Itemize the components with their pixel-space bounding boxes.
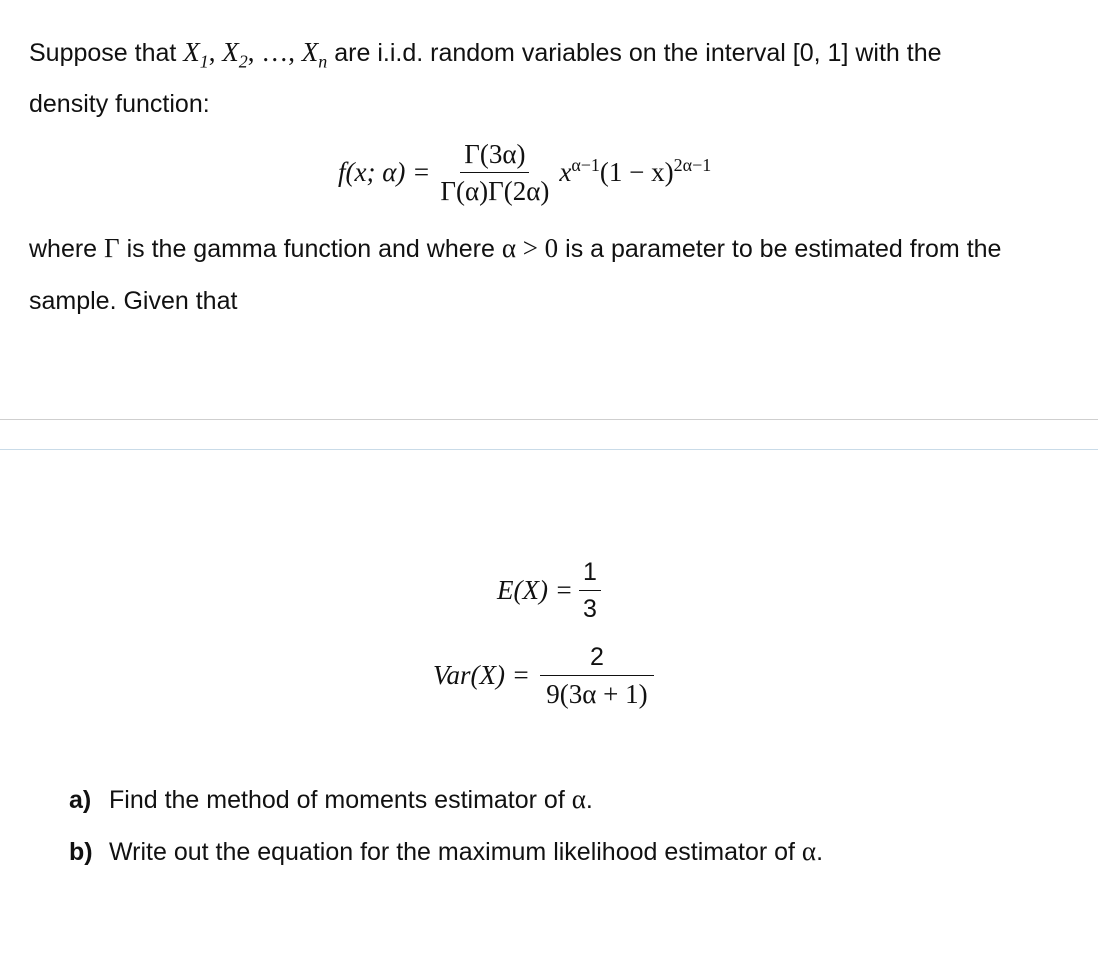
density-denominator: Γ(α)Γ(2α) — [440, 176, 550, 206]
density-middle: (1 − x) — [599, 157, 674, 187]
separator-top — [0, 419, 1098, 420]
intro-text-rest: are i.i.d. random variables on the interval [0, 1] with the — [327, 39, 942, 67]
var-x2: $X_2$ — [222, 37, 248, 72]
gamma-symbol: Γ — [104, 233, 120, 263]
expectation-denominator: 3 — [582, 595, 597, 623]
density-exponent-1: α−1 — [571, 155, 600, 175]
expectation-equation — [497, 556, 607, 625]
density-numerator: Γ(3α) — [460, 138, 529, 173]
variance-equation — [433, 641, 660, 710]
expectation-lhs: E(X) = — [497, 575, 573, 605]
density-exponent-2: 2α−1 — [673, 155, 712, 175]
where-line-2: sample. Given that — [29, 287, 238, 315]
question-a-label: a) — [69, 786, 92, 814]
var-xn: $X_n$ — [301, 37, 328, 72]
variance-fraction — [540, 641, 654, 710]
question-b: b) Write out the equation for the maximum likelihood estimator of α. — [69, 836, 824, 866]
var-x1: $X_1$ — [183, 37, 209, 72]
intro-line-1: Suppose that $X_1$, $X_2$, …, $X_n$ are i.i.d. random variables on the interval [0, 1] with the — [29, 37, 942, 72]
question-a-text: Find the method of moments estimator of — [109, 786, 572, 814]
intro-line-2: density function: — [29, 90, 210, 118]
where-line-1: where Γ is the gamma function and where α > 0 is a parameter to be estimated from the — [29, 233, 1002, 263]
intro-text-start: Suppose that — [29, 39, 184, 67]
density-rhs: $x^{\alpha-1}(1 - x)^{2\alpha-1}$ — [559, 155, 712, 187]
question-a: a) Find the method of moments estimator of α. — [69, 784, 593, 814]
alpha-condition: α > 0 — [501, 233, 559, 263]
density-fraction — [436, 138, 553, 207]
density-equation — [338, 138, 711, 207]
question-b-text: Write out the equation for the maximum likelihood estimator of — [109, 838, 802, 866]
expectation-fraction — [579, 556, 601, 625]
expectation-numerator: 1 — [579, 556, 601, 591]
variance-numerator: 2 — [540, 641, 654, 676]
separator-bottom — [0, 449, 1098, 450]
density-lhs: f(x; α) = — [338, 157, 431, 187]
variance-denominator: 9(3α + 1) — [546, 679, 648, 709]
variance-lhs: Var(X) = — [433, 660, 530, 690]
question-b-label: b) — [69, 838, 93, 866]
